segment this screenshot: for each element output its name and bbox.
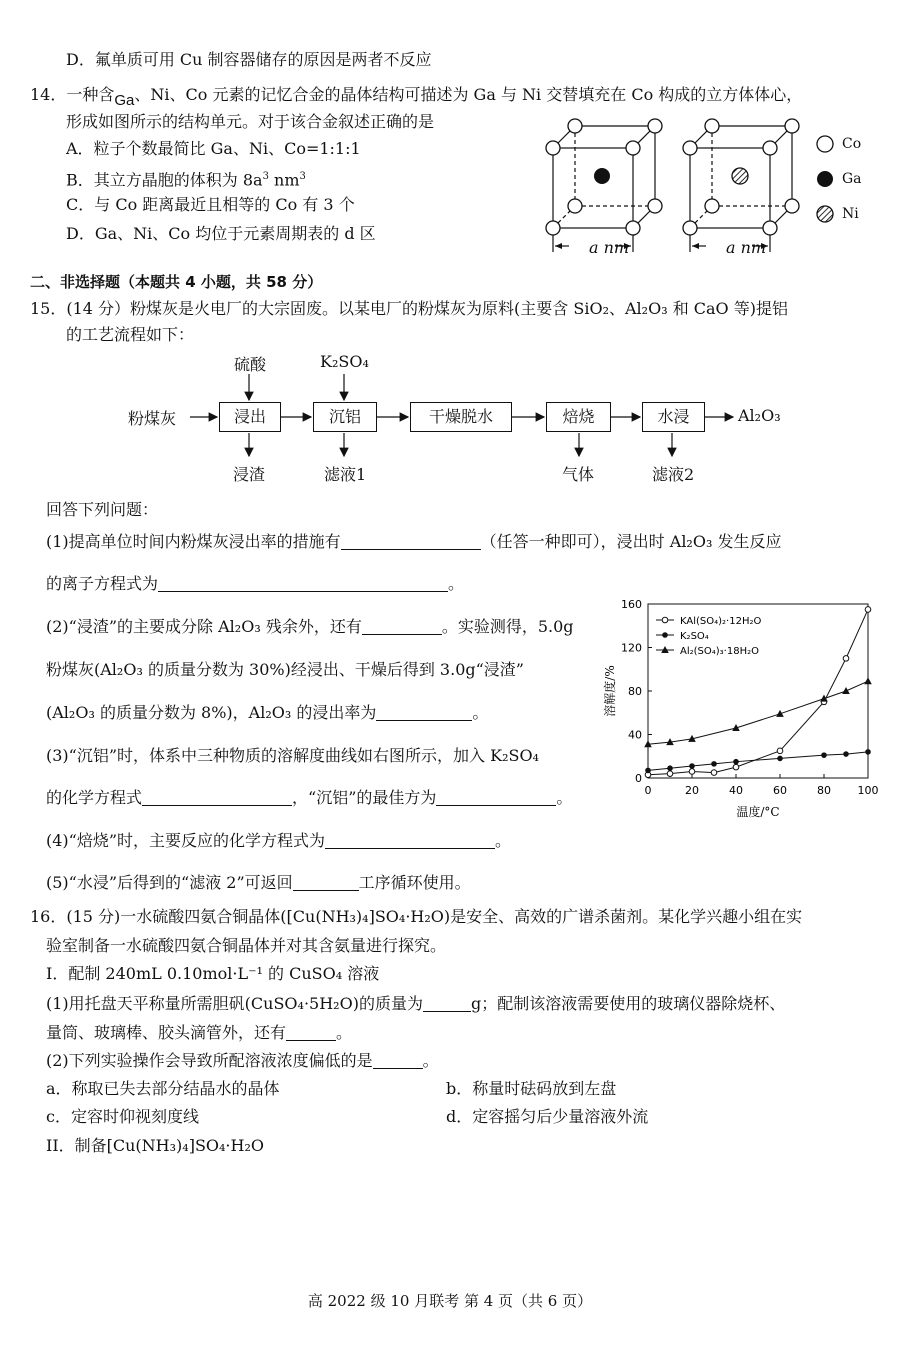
q14-option-b-b: nm xyxy=(268,170,300,190)
legend-ni: Ni xyxy=(842,206,859,222)
q15-p4-text-b: 。 xyxy=(495,831,512,850)
q15-p1-blank-equation[interactable] xyxy=(158,575,448,592)
series-1-point xyxy=(865,749,871,755)
y-tick-label: 80 xyxy=(628,685,642,698)
q16-p2-blank-answer[interactable] xyxy=(373,1052,423,1069)
q16-part1-line2 xyxy=(46,1022,352,1044)
x-tick-label: 80 xyxy=(817,784,831,797)
series-0-point xyxy=(777,748,783,754)
q14-option-b-sup1: 3 xyxy=(262,171,269,182)
series-0-point xyxy=(711,770,717,776)
legend-marker-0 xyxy=(662,617,668,623)
q16-p1-text-b: g；配制该溶液需要使用的玻璃仪器除烧杯、 xyxy=(470,994,786,1013)
flow-step-water-leaching: 水浸 xyxy=(642,402,705,432)
y-tick-label: 0 xyxy=(635,772,642,785)
x-axis-label: 温度/°C xyxy=(736,805,780,819)
q15-p2-text-a: (2)“浸渣”的主要成分除 Al₂O₃ 残余外，还有 xyxy=(46,617,362,636)
q16-part-ii-title: II．制备[Cu(NH₃)₄]SO₄·H₂O xyxy=(46,1136,265,1155)
q16-part1-line1 xyxy=(46,993,785,1015)
series-1-point xyxy=(821,752,827,758)
q15-p4-text-a: (4)“焙烧”时，主要反应的化学方程式为 xyxy=(46,831,326,850)
q15-p3-text-d: 。 xyxy=(556,788,573,807)
q14-option-b xyxy=(66,166,306,191)
q16-part-i-title: I．配制 240mL 0.10mol·L⁻¹ 的 CuSO₄ 溶液 xyxy=(46,964,380,983)
x-tick-label: 0 xyxy=(644,784,652,797)
q15-stem-line2: 的工艺流程如下： xyxy=(66,325,195,344)
q15-p1-text-d: 。 xyxy=(448,574,465,593)
y-axis-label: 溶解度/% xyxy=(603,665,617,717)
q14-stem xyxy=(30,84,802,112)
series-0-point xyxy=(667,771,673,777)
series-2-point xyxy=(864,677,872,684)
series-1-point xyxy=(777,756,783,762)
co-atom xyxy=(546,141,560,155)
q15-part4 xyxy=(46,830,511,852)
q13-option-d: D．氟单质可用 Cu 制容器储存的原因是两者不反应 xyxy=(66,50,432,69)
q16-option-d: d．定容摇匀后少量溶液外流 xyxy=(446,1107,649,1126)
q16-p1-text-a: (1)用托盘天平称量所需胆矾(CuSO₄·5H₂O)的质量为 xyxy=(46,994,423,1013)
y-tick-label: 40 xyxy=(628,728,642,742)
series-0-point xyxy=(843,656,849,662)
x-tick-label: 60 xyxy=(773,784,787,797)
cube1-edge-label: a nm xyxy=(589,238,630,257)
q14-option-b-a: B．其立方晶胞的体积为 8a xyxy=(66,170,263,190)
series-0-point xyxy=(865,607,871,613)
q16-option-b: b．称量时砝码放到左盘 xyxy=(446,1079,617,1098)
q15-p2-text-d: (Al₂O₃ 的质量分数为 8%)，Al₂O₃ 的浸出率为 xyxy=(46,703,377,722)
flow-output-residue: 浸渣 xyxy=(233,465,266,484)
flow-step-aluminum-precipitation: 沉铝 xyxy=(313,402,377,432)
series-2-point xyxy=(842,687,850,694)
y-tick-label: 120 xyxy=(621,641,642,655)
series-1-point xyxy=(711,761,717,767)
q16-option-c: c．定容时仰视刻度线 xyxy=(46,1107,199,1126)
q15-p1-text-a: (1)提高单位时间内粉煤灰浸出率的措施有 xyxy=(46,532,341,551)
flow-step-leaching: 浸出 xyxy=(219,402,281,432)
legend-marker-1 xyxy=(662,632,668,638)
q15-p5-text-b: 工序循环使用。 xyxy=(358,873,471,892)
q15-p3-blank-method[interactable] xyxy=(436,789,556,806)
legend-label-0: KAl(SO₄)₂·12H₂O xyxy=(680,616,762,627)
q15-p2-text-e: 。 xyxy=(472,703,489,722)
section-2-title: 二、非选择题（本题共 4 小题，共 58 分） xyxy=(30,273,323,291)
flow-output-filtrate-1: 滤液1 xyxy=(324,465,367,484)
q15-p1-text-b: （任答一种即可），浸出时 Al₂O₃ 发生反应 xyxy=(480,532,782,551)
legend-label-1: K₂SO₄ xyxy=(680,631,709,642)
q15-p5-text-a: (5)“水浸”后得到的“滤液 2”可返回 xyxy=(46,873,293,892)
legend-co: Co xyxy=(842,136,862,152)
q15-p2-text-b: 。实验测得，5.0g xyxy=(441,617,574,636)
q15-part1-line2 xyxy=(46,573,464,595)
page-footer: 高 2022 级 10 月联考 第 4 页（共 6 页） xyxy=(307,1292,593,1310)
series-1-point xyxy=(667,765,673,771)
series-1-point xyxy=(843,751,849,757)
flow-output-gas: 气体 xyxy=(562,465,595,484)
series-1-point xyxy=(689,763,695,769)
flow-output-filtrate-2: 滤液2 xyxy=(652,465,695,484)
q16-p1-text-c: 量筒、玻璃棒、胶头滴管外，还有 xyxy=(46,1023,287,1042)
series-line-1 xyxy=(648,752,868,770)
q15-part3-line2 xyxy=(46,787,572,809)
crystal-structure-figure xyxy=(535,110,875,260)
flow-input-k2so4: K₂SO₄ xyxy=(320,352,369,371)
series-1-point xyxy=(733,759,739,765)
q15-part5 xyxy=(46,872,471,894)
q14-option-b-sup2: 3 xyxy=(299,171,306,182)
q14-option-c: C．与 Co 距离最近且相等的 Co 有 3 个 xyxy=(66,195,355,214)
q14-stem-b: 、Ni、Co 元素的记忆合金的晶体结构可描述为 Ga 与 Ni 交替填充在 Co 构成的立方体体心， xyxy=(134,85,803,104)
q15-p1-text-c: 的离子方程式为 xyxy=(46,574,159,593)
flow-step-drying-dehydration: 干燥脱水 xyxy=(410,402,512,432)
series-0-point xyxy=(733,764,739,770)
y-tick-label: 160 xyxy=(621,598,642,611)
q16-p1-blank-mass[interactable] xyxy=(423,995,471,1012)
q16-p2-text: (2)下列实验操作会导致所配溶液浓度偏低的是 xyxy=(46,1051,373,1070)
q16-stem-line1: 16．(15 分)一水硫酸四氨合铜晶体([Cu(NH₃)₄]SO₄·H₂O)是安全、高效的广谱杀菌剂。某化学兴趣小组在实 xyxy=(30,907,803,926)
flow-start-label: 粉煤灰 xyxy=(128,409,177,428)
q16-part2 xyxy=(46,1050,439,1072)
q16-option-a: a．称取已失去部分结晶水的晶体 xyxy=(46,1079,280,1098)
q15-p2-blank-residue[interactable] xyxy=(362,618,442,635)
q16-p1-blank-glassware[interactable] xyxy=(286,1024,336,1041)
ni-atom xyxy=(732,168,748,184)
solubility-chart xyxy=(600,592,890,837)
series-1-point xyxy=(645,768,651,774)
q15-p5-blank-step[interactable] xyxy=(293,874,359,891)
legend-label-2: Al₂(SO₄)₃·18H₂O xyxy=(680,646,759,657)
flow-product-label: Al₂O₃ xyxy=(738,406,781,425)
q14-stem-a: 14．一种含 xyxy=(30,85,115,104)
series-0-point xyxy=(689,769,695,775)
q15-part1-line1 xyxy=(46,531,781,553)
q16-p2-text-end: 。 xyxy=(422,1051,439,1070)
q15-p3-text-b: 的化学方程式 xyxy=(46,788,143,807)
q15-p1-blank-measure[interactable] xyxy=(341,533,481,550)
ga-atom xyxy=(594,168,610,184)
q15-part2-line1 xyxy=(46,616,574,638)
q15-p4-blank-equation[interactable] xyxy=(325,832,495,849)
q15-stem-line1: 15．(14 分）粉煤灰是火电厂的大宗固废。以某电厂的粉煤灰为原料(主要含 SiO₂、Al₂O₃ 和 CaO 等)提铝 xyxy=(30,299,789,318)
cube2-edge-label: a nm xyxy=(726,238,767,257)
series-line-2 xyxy=(648,681,868,744)
q15-p2-blank-rate[interactable] xyxy=(376,704,472,721)
x-tick-label: 40 xyxy=(729,784,743,797)
q15-p3-text-c: ，“沉铝”的最佳方为 xyxy=(292,788,437,807)
q14-option-a: A．粒子个数最简比 Ga、Ni、Co=1:1:1 xyxy=(66,139,361,158)
x-tick-label: 20 xyxy=(685,784,699,797)
legend-ga: Ga xyxy=(842,171,862,187)
q14-stem-ga: Ga xyxy=(114,92,135,109)
q15-part2-line3 xyxy=(46,702,488,724)
q14-option-d: D．Ga、Ni、Co 均位于元素周期表的 d 区 xyxy=(66,224,376,243)
q14-stem-line2: 形成如图所示的结构单元。对于该合金叙述正确的是 xyxy=(66,112,435,131)
q16-stem-line2: 验室制备一水硫酸四氨合铜晶体并对其含氨量进行探究。 xyxy=(46,936,447,955)
q15-part3-line1: (3)“沉铝”时，体系中三种物质的溶解度曲线如右图所示，加入 K₂SO₄ xyxy=(46,746,539,765)
x-tick-label: 100 xyxy=(857,784,879,797)
q16-p1-text-d: 。 xyxy=(336,1023,353,1042)
q15-part2-line2: 粉煤灰(Al₂O₃ 的质量分数为 30%)经浸出、干燥后得到 3.0g“浸渣” xyxy=(46,660,524,679)
flow-input-sulfuric-acid: 硫酸 xyxy=(234,355,267,374)
flow-step-roasting: 焙烧 xyxy=(546,402,611,432)
q15-answer-prompt: 回答下列问题： xyxy=(46,500,159,519)
q15-p3-blank-equation[interactable] xyxy=(142,789,292,806)
